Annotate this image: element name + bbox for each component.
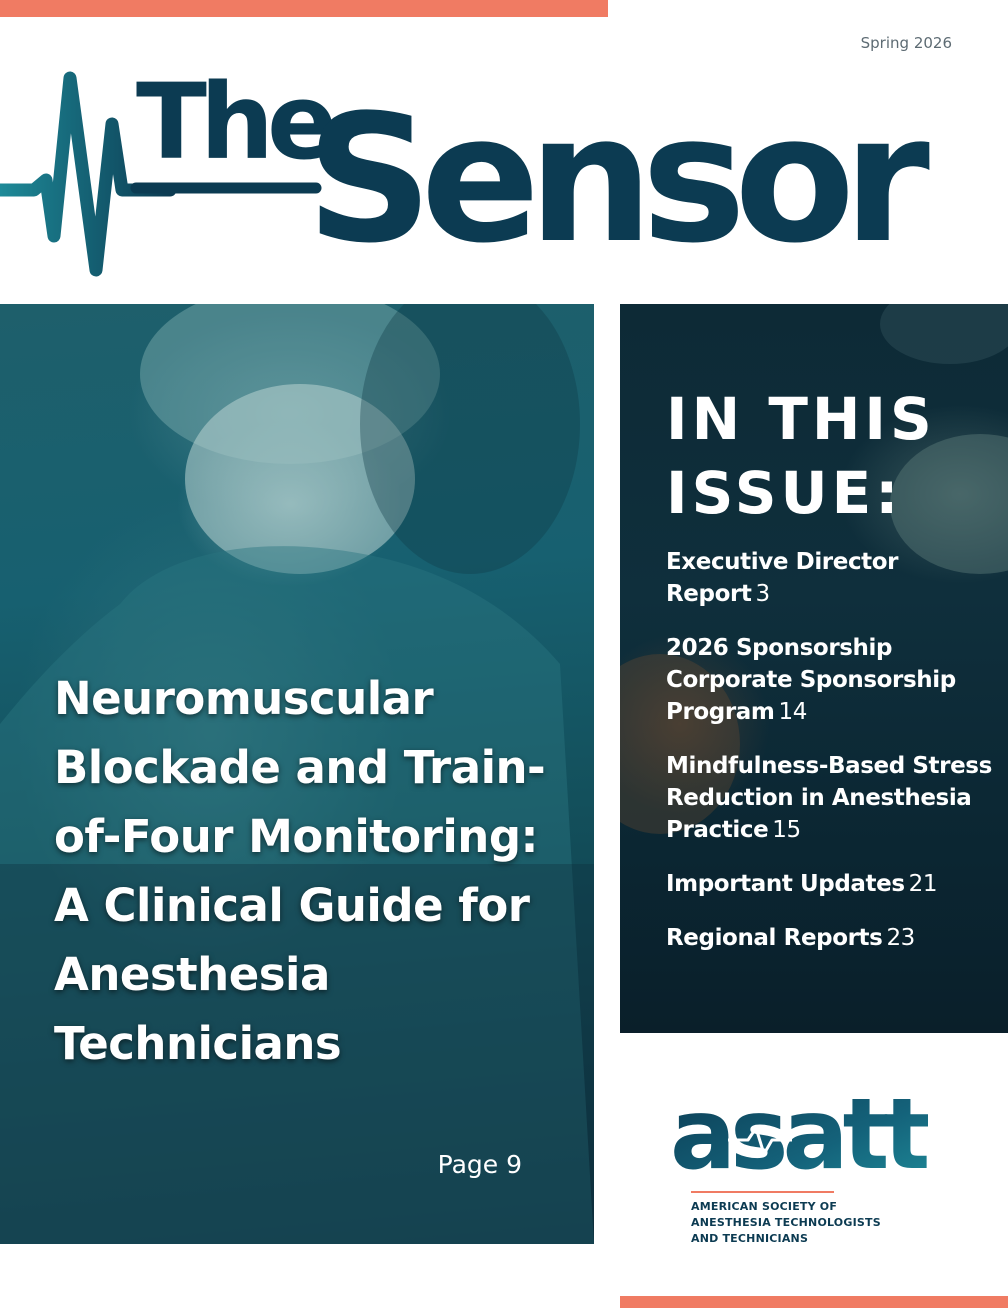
toc-item-title: 2026 Sponsorship Corporate Sponsorship Program bbox=[666, 635, 956, 725]
feature-article-title[interactable]: Neuromuscular Blockade and Train-of-Four Monitoring: A Clinical Guide for Anesthesia Technicians bbox=[54, 672, 546, 1070]
bottom-accent-bar bbox=[620, 1296, 1008, 1308]
asatt-logo-mark bbox=[668, 1070, 928, 1180]
org-name-line: ANESTHESIA TECHNOLOGISTS bbox=[691, 1216, 881, 1229]
toc-list bbox=[666, 546, 996, 976]
masthead-title-sensor: Sensor bbox=[306, 77, 918, 282]
toc-item-title: Regional Reports bbox=[666, 925, 883, 951]
table-of-contents bbox=[620, 304, 1008, 1033]
toc-item-page: 15 bbox=[772, 817, 801, 843]
toc-item-title: Mindfulness-Based Stress Reduction in Anesthesia Practice bbox=[666, 753, 992, 843]
toc-heading: IN THIS ISSUE: bbox=[666, 385, 936, 527]
org-name-line: AMERICAN SOCIETY OF bbox=[691, 1200, 838, 1213]
toc-item-page: 14 bbox=[778, 699, 807, 725]
issue-date: Spring 2026 bbox=[860, 34, 952, 52]
cover-feature-photo bbox=[0, 304, 594, 1244]
toc-item-title: Important Updates bbox=[666, 871, 905, 897]
toc-item-page: 21 bbox=[908, 871, 938, 897]
asatt-logo bbox=[668, 1070, 928, 1180]
org-divider bbox=[691, 1191, 834, 1193]
toc-item[interactable] bbox=[666, 922, 996, 954]
masthead-title-the: The bbox=[136, 61, 331, 183]
feature-page-reference: Page 9 bbox=[437, 1150, 522, 1179]
toc-item-page: 23 bbox=[886, 925, 915, 951]
toc-item[interactable] bbox=[666, 546, 996, 610]
toc-item[interactable] bbox=[666, 750, 996, 846]
toc-item-title: Executive Director Report bbox=[666, 549, 899, 607]
top-accent-bar bbox=[0, 0, 608, 17]
toc-item-page: 3 bbox=[755, 581, 770, 607]
toc-item[interactable] bbox=[666, 632, 996, 728]
asatt-logo-text: asatt bbox=[670, 1078, 925, 1180]
organization-name bbox=[691, 1199, 921, 1247]
toc-item[interactable] bbox=[666, 868, 996, 900]
org-name-line: AND TECHNICIANS bbox=[691, 1232, 809, 1245]
